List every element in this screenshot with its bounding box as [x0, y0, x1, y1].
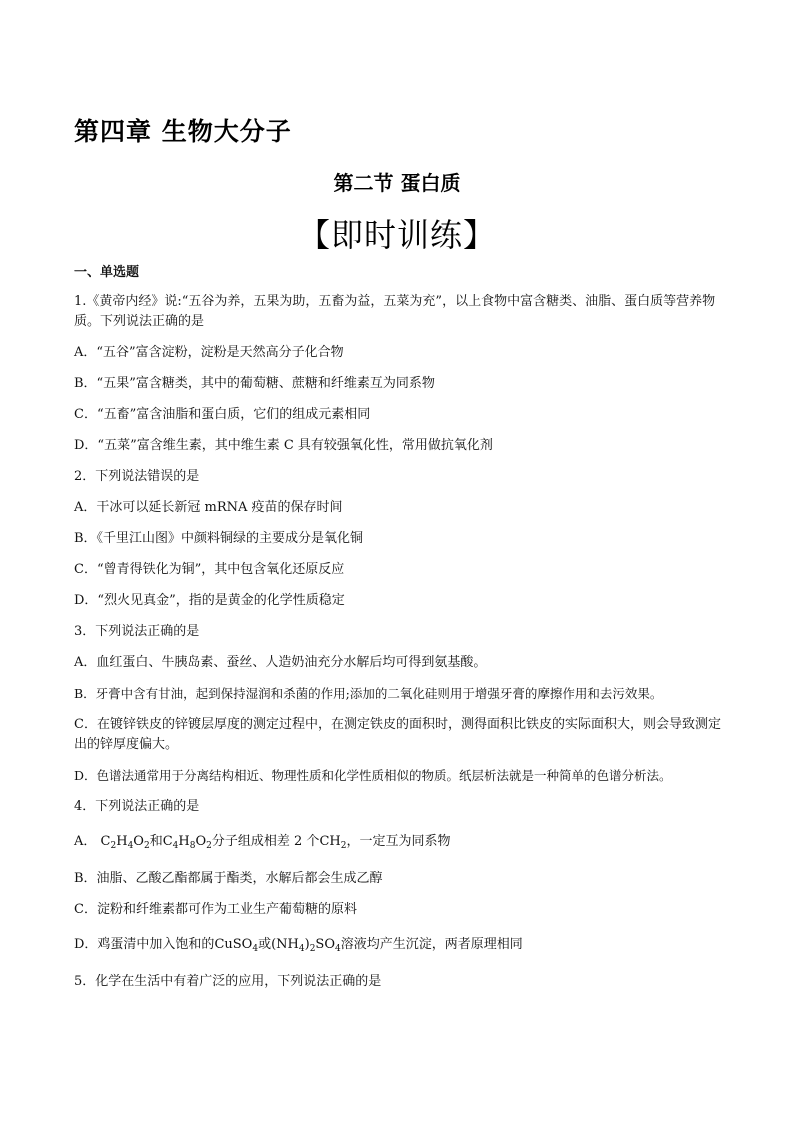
- formula-subscript: 8: [189, 841, 196, 851]
- question-1-option-a: A．“五谷”富含淀粉，淀粉是天然高分子化合物: [74, 345, 344, 360]
- question-3-option-d: D．色谱法通常用于分离结构相近、物理性质和化学性质相似的物质。纸层析法就是一种简单的色谱分析法。: [74, 768, 672, 783]
- formula-cuso4: [214, 937, 258, 952]
- formula-symbol: O: [195, 834, 207, 849]
- formula-subscript: 4: [252, 944, 259, 954]
- section-title: 第二节 蛋白质: [333, 171, 461, 195]
- formula-subscript: 2: [340, 841, 347, 851]
- formula-c2h4o2: [101, 834, 150, 849]
- question-1-option-b: B．“五果”富含糖类，其中的葡萄糖、蔗糖和纤维素互为同系物: [74, 376, 435, 391]
- section-heading: 一、单选题: [74, 265, 140, 280]
- formula-subscript: 2: [143, 841, 150, 851]
- formula-symbol: ): [304, 937, 310, 952]
- formula-ch2: [319, 834, 346, 849]
- formula-subscript: 2: [206, 841, 212, 851]
- question-3-stem: 3．下列说法正确的是: [74, 624, 200, 639]
- question-4-stem: 4．下列说法正确的是: [74, 799, 200, 814]
- formula-symbol: CuSO: [214, 937, 253, 952]
- conjunction-text: 和: [149, 834, 163, 849]
- question-list: [74, 262, 724, 998]
- question-1-option-d: D．“五菜”富含维生素，其中维生素 C 具有较强氧化性，常用做抗氧化剂: [74, 438, 493, 453]
- option-d-suffix: 溶液均产生沉淀，两者原理相同: [340, 937, 523, 952]
- question-2-option-a: A．干冰可以延长新冠 mRNA 疫苗的保存时间: [74, 500, 343, 515]
- question-1-stem: 1.《黄帝内经》说:“五谷为养，五果为助，五畜为益，五菜为充”，以上食物中富含糖类、油脂、蛋白质等营养物质。下列说法正确的是: [74, 294, 716, 329]
- formula-subscript: 2: [309, 944, 316, 954]
- formula-symbol: CH: [319, 834, 341, 849]
- formula-ammonium-sulfate: [271, 937, 341, 952]
- question-2-stem: 2．下列说法错误的是: [74, 469, 200, 484]
- option-a-middle-text: 分子组成相差 2 个: [211, 834, 320, 849]
- conjunction-text: 或: [258, 937, 272, 952]
- question-2-option-b: B．《千里江山图》中颜料铜绿的主要成分是氧化铜: [74, 531, 364, 546]
- question-4-option-c: C．淀粉和纤维素都可作为工业生产葡萄糖的原料: [74, 902, 357, 917]
- question-2-option-c: C．“曾青得铁化为铜”，其中包含氧化还原反应: [74, 562, 345, 577]
- question-3-option-b: B．牙膏中含有甘油，起到保持湿润和杀菌的作用;添加的二氧化硅则用于增强牙膏的摩擦作用和去污效果。: [74, 686, 663, 701]
- formula-symbol: H: [116, 834, 128, 849]
- formula-symbol: SO: [315, 937, 335, 952]
- formula-symbol: H: [178, 834, 190, 849]
- question-4-option-a: [74, 823, 724, 864]
- option-a-suffix: ，一定互为同系物: [346, 834, 451, 849]
- question-3-option-a: A．血红蛋白、牛胰岛素、蚕丝、人造奶油充分水解后均可得到氨基酸。: [74, 655, 487, 670]
- formula-subscript: 2: [110, 841, 117, 851]
- chapter-title: 第四章 生物大分子: [74, 117, 292, 146]
- option-a-prefix: A．: [74, 834, 97, 849]
- formula-subscript: 4: [127, 841, 134, 851]
- formula-symbol: O: [133, 834, 144, 849]
- option-d-prefix: D．鸡蛋清中加入饱和的: [74, 937, 215, 952]
- formula-subscript: 4: [172, 841, 179, 851]
- formula-subscript: 4: [335, 944, 341, 954]
- formula-subscript: 4: [298, 944, 305, 954]
- formula-c4h8o2: [163, 834, 212, 849]
- question-4-option-b: B．油脂、乙酸乙酯都属于酯类，水解后都会生成乙醇: [74, 871, 383, 886]
- question-4-option-d: [74, 926, 724, 967]
- question-2-option-d: D．“烈火见真金”，指的是黄金的化学性质稳定: [74, 593, 345, 608]
- question-1-option-c: C．“五畜”富含油脂和蛋白质，它们的组成元素相同: [74, 407, 371, 422]
- formula-symbol: C: [162, 834, 173, 849]
- question-5-stem: 5．化学在生活中有着广泛的应用，下列说法正确的是: [74, 974, 382, 989]
- formula-symbol: C: [100, 834, 111, 849]
- formula-symbol: (NH: [271, 937, 299, 952]
- question-3-option-c: C．在镀锌铁皮的锌镀层厚度的测定过程中，在测定铁皮的面积时，测得面积比铁皮的实际面积大，则会导致测定出的锌厚度偏大。: [74, 717, 721, 752]
- banner-title: 【即时训练】: [297, 216, 496, 254]
